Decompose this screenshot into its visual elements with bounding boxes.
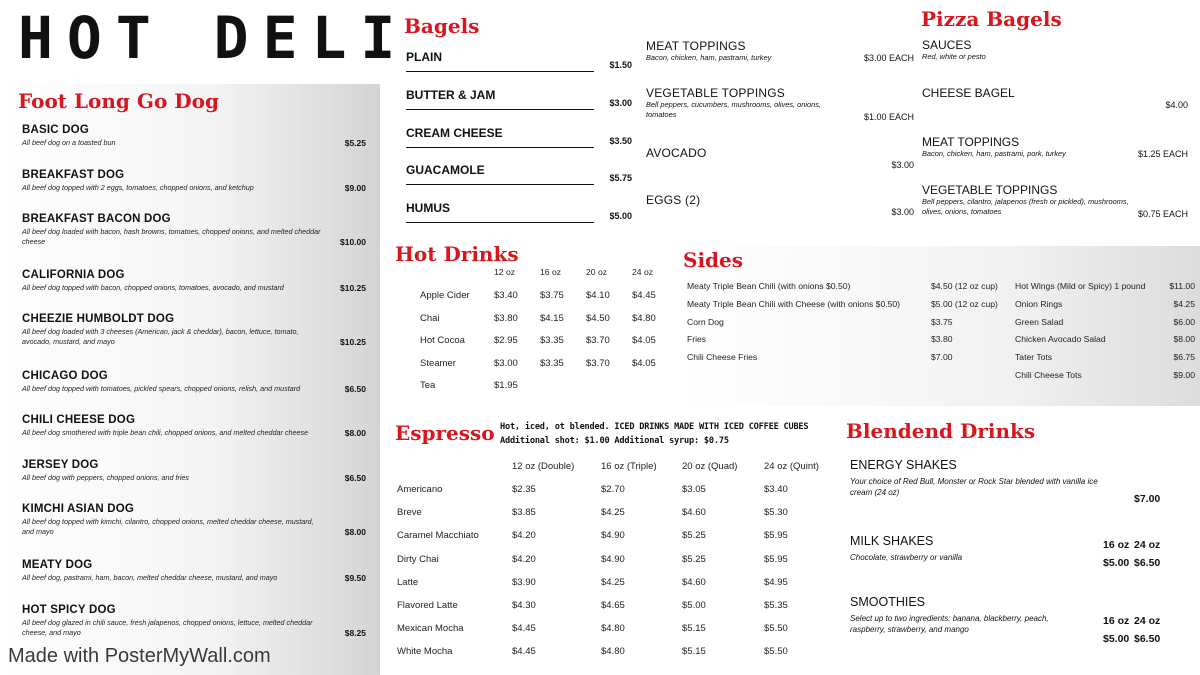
espresso-drink-price: $3.85	[512, 507, 536, 519]
espresso-drink-price: $5.25	[682, 530, 706, 542]
pizza-bagel-item	[922, 135, 1188, 159]
bagel-price: $1.50	[609, 60, 632, 70]
topping-name: MEAT TOPPINGS	[646, 39, 746, 53]
side-name: Green Salad	[1015, 316, 1064, 327]
milk-shakes-size-24: 24 oz	[1134, 539, 1161, 551]
side-name: Onion Rings	[1015, 298, 1063, 309]
hot-drink-price: $4.45	[632, 290, 656, 301]
topping-price: $1.00 EACH	[863, 112, 914, 122]
watermark[interactable]: Made with PosterMyWall.com	[8, 645, 271, 667]
bagel-price: $5.00	[609, 211, 632, 221]
bagel-underline	[406, 215, 594, 223]
pizza-bagel-name: VEGETABLE TOPPINGS	[922, 183, 1058, 197]
smoothies-name: SMOOTHIES	[850, 595, 926, 609]
hot-drink-name: Hot Cocoa	[420, 335, 465, 346]
smoothies-size-16: 16 oz	[1103, 615, 1130, 627]
espresso-drink-price: $4.20	[512, 553, 536, 565]
energy-shakes-name: ENERGY SHAKES	[850, 458, 957, 472]
hotdog-name: KIMCHI ASIAN DOG	[22, 503, 135, 515]
espresso-drink-price: $5.95	[764, 530, 788, 542]
hotdog-item	[22, 503, 368, 536]
hotdog-item	[22, 269, 368, 293]
hot-drink-price: $4.05	[632, 357, 656, 369]
pizza-bagel-name: SAUCES	[922, 38, 972, 52]
bagel-price: $3.00	[609, 98, 632, 108]
espresso-drink-price: $4.95	[764, 576, 788, 588]
topping-price: $3.00	[891, 160, 914, 170]
bagel-price: $3.50	[609, 136, 632, 146]
espresso-drink-price: $4.45	[512, 646, 536, 658]
espresso-drink-price: $5.30	[764, 507, 788, 519]
bagels-section-title: Bagels	[404, 14, 480, 38]
hot-drink-price: $3.40	[494, 290, 518, 301]
hot-drink-price: $3.00	[494, 357, 518, 369]
milk-shakes-item	[850, 534, 1162, 569]
topping-item	[646, 193, 914, 217]
hotdog-price: $10.25	[340, 283, 366, 293]
pizza-bagel-item	[922, 38, 1188, 62]
hot-drink-price: $3.35	[540, 335, 564, 346]
hotdog-item	[22, 313, 368, 346]
side-price: $7.00	[931, 352, 953, 363]
bagel-item	[406, 163, 632, 185]
pizza-bagel-price: $1.25 EACH	[1137, 149, 1188, 159]
milk-shakes-size-16: 16 oz	[1103, 539, 1130, 551]
hot-drink-price: $2.95	[494, 335, 518, 346]
hotdog-price: $6.50	[344, 384, 366, 394]
espresso-drink-name: Breve	[397, 507, 422, 519]
pizza-bagel-description: Red, white or pesto	[922, 52, 986, 61]
topping-price: $3.00 EACH	[863, 53, 914, 63]
bagel-name: HUMUS	[406, 201, 450, 215]
espresso-drink-name: White Mocha	[397, 646, 453, 658]
espresso-drink-name: Caramel Macchiato	[397, 530, 479, 542]
hotdog-description: All beef dog loaded with bacon, hash browns, tomatoes, chopped onions, and melted cheddar cheese	[22, 227, 321, 246]
espresso-drink-price: $5.15	[682, 646, 706, 658]
page-title: HOT DELI	[18, 4, 410, 72]
espresso-drink-price: $3.90	[512, 576, 536, 588]
bagel-underline	[406, 140, 594, 148]
smoothies-price-24: $6.50	[1134, 633, 1161, 645]
espresso-drink-price: $4.90	[601, 530, 625, 542]
hotdog-item	[22, 604, 368, 637]
hotdog-price: $9.00	[344, 183, 366, 193]
side-price: $6.00	[1173, 316, 1195, 327]
espresso-drink-price: $4.20	[512, 530, 536, 542]
topping-price: $3.00	[891, 207, 914, 217]
side-name: Meaty Triple Bean Chili with Cheese (with onions $0.50)	[687, 298, 901, 309]
pizza-bagel-item	[922, 86, 1188, 110]
hot-drink-price: $4.05	[632, 335, 656, 346]
hot-drink-price: $4.15	[540, 312, 564, 324]
hot-drink-price: $3.70	[586, 335, 610, 346]
hotdog-item	[22, 559, 368, 583]
hot-drink-price: $3.80	[494, 312, 518, 324]
hot-drink-name: Chai	[420, 312, 440, 324]
hotdog-section-title: Foot Long Go Dog	[18, 89, 219, 113]
pizza-bagel-name: MEAT TOPPINGS	[922, 135, 1020, 149]
hot-drinks-size-header: 24 oz	[632, 267, 654, 277]
hotdog-name: HOT SPICY DOG	[22, 604, 116, 616]
hot-drinks-size-header: 16 oz	[540, 267, 562, 277]
side-price: $3.75	[931, 316, 953, 327]
hotdog-name: BASIC DOG	[22, 124, 89, 136]
bagel-item	[406, 126, 632, 148]
bagel-name: CREAM CHEESE	[406, 126, 503, 140]
espresso-drink-price: $4.25	[601, 576, 625, 588]
side-name: Fries	[687, 334, 707, 345]
hotdog-item	[22, 124, 368, 148]
milk-shakes-price-24: $6.50	[1134, 557, 1161, 569]
espresso-drink-name: Latte	[397, 576, 419, 588]
topping-name: EGGS (2)	[646, 193, 701, 207]
pizza-bagel-name: CHEESE BAGEL	[922, 86, 1015, 100]
hotdog-item	[22, 459, 368, 483]
side-price: $4.25	[1173, 298, 1195, 309]
side-price: $11.00	[1169, 281, 1195, 291]
hotdog-item	[22, 169, 368, 193]
espresso-drink-price: $2.70	[601, 484, 625, 495]
espresso-drink-price: $4.90	[601, 553, 625, 565]
energy-shakes-price: $7.00	[1134, 493, 1161, 505]
side-price: $9.00	[1173, 370, 1195, 380]
milk-shakes-desc: Chocolate, strawberry or vanilla	[850, 553, 963, 562]
hotdog-description: All beef dog, pastrami, ham, bacon, melted cheddar cheese, mustard, and mayo	[22, 573, 278, 582]
side-name: Hot Wings (Mild or Spicy) 1 pound	[1015, 281, 1146, 291]
hotdog-price: $10.00	[340, 237, 366, 247]
hotdog-description: All beef dog smothered with triple bean chili, chopped onions, and melted cheddar cheese	[22, 428, 309, 437]
bagel-item	[406, 50, 632, 72]
espresso-drink-price: $5.00	[682, 600, 706, 611]
espresso-drink-name: Dirty Chai	[397, 553, 439, 565]
bagel-name: PLAIN	[406, 50, 442, 64]
hot-drink-price: $3.35	[540, 357, 564, 369]
pizza-bagel-price: $4.00	[1165, 100, 1188, 110]
espresso-drink-price: $3.05	[682, 484, 706, 495]
hotdog-description: All beef dog loaded with 3 cheeses (American, jack & cheddar), bacon, lettuce, tomato, avocado, mustard, and mayo	[22, 327, 299, 346]
pizza-bagel-description: Bacon, chicken, ham, pastrami, pork, turkey	[922, 149, 1066, 158]
topping-item	[646, 39, 914, 63]
hotdog-description: All beef dog topped with bacon, chopped onions, tomatoes, avocado, and mustard	[22, 283, 284, 292]
milk-shakes-name: MILK SHAKES	[850, 534, 934, 548]
pizza-bagel-item	[922, 183, 1188, 219]
hotdog-price: $8.00	[344, 428, 366, 438]
hot-drink-price: $4.10	[586, 290, 610, 301]
espresso-size-header: 16 oz (Triple)	[601, 461, 657, 472]
hot-drink-name: Tea	[420, 380, 436, 391]
hotdog-name: CHEEZIE HUMBOLDT DOG	[22, 313, 175, 325]
side-price: $8.00	[1173, 334, 1195, 345]
espresso-drink-price: $4.80	[601, 646, 625, 658]
smoothies-desc: Select up to two ingredients: banana, blackberry, peach, raspberry, strawberry, and mango	[850, 614, 1049, 634]
hotdog-price: $5.25	[344, 138, 366, 148]
topping-name: AVOCADO	[646, 146, 707, 160]
topping-item	[646, 146, 914, 170]
topping-description: Bell peppers, cucumbers, mushrooms, olives, onions, tomatoes	[646, 100, 821, 119]
espresso-drink-price: $5.35	[764, 600, 788, 611]
hotdog-name: MEATY DOG	[22, 559, 93, 571]
smoothies-item	[850, 595, 1162, 645]
hot-drink-price: $3.70	[586, 357, 610, 369]
side-name: Chili Cheese Fries	[687, 352, 758, 363]
hot-drink-name: Apple Cider	[420, 290, 470, 301]
blended-drinks-section-title: Blendend Drinks	[846, 419, 1036, 443]
hotdog-price: $9.50	[344, 573, 366, 583]
bagel-name: BUTTER & JAM	[406, 88, 496, 102]
espresso-drink-price: $4.80	[601, 623, 625, 635]
espresso-drink-price: $3.40	[764, 484, 788, 495]
bagel-underline	[406, 64, 594, 72]
espresso-drink-price: $5.50	[764, 623, 788, 635]
side-name: Chili Cheese Tots	[1015, 370, 1082, 380]
hotdog-price: $8.00	[344, 527, 366, 537]
hotdog-description: All beef dog with peppers, chopped onions, and fries	[22, 473, 190, 482]
side-name: Chicken Avocado Salad	[1015, 334, 1106, 345]
bagel-item	[406, 201, 632, 223]
side-price: $6.75	[1173, 352, 1195, 363]
smoothies-size-24: 24 oz	[1134, 615, 1161, 627]
topping-description: Bacon, chicken, ham, pastrami, turkey	[646, 53, 772, 62]
espresso-section-title: Espresso	[395, 421, 495, 445]
espresso-drink-price: $4.65	[601, 600, 625, 611]
hot-drinks-section-title: Hot Drinks	[395, 242, 519, 266]
hot-drink-price: $1.95	[494, 380, 518, 391]
side-name: Corn Dog	[687, 316, 724, 327]
topping-item	[646, 86, 914, 122]
espresso-size-header: 12 oz (Double)	[512, 461, 575, 472]
bagel-underline	[406, 102, 594, 110]
hotdog-item	[22, 414, 368, 438]
hot-drinks-size-header: 20 oz	[586, 267, 608, 277]
espresso-drink-price: $4.30	[512, 600, 536, 611]
hotdog-name: CALIFORNIA DOG	[22, 269, 125, 281]
hot-drink-price: $4.50	[586, 312, 610, 324]
espresso-drink-price: $4.45	[512, 623, 536, 635]
espresso-drink-price: $4.60	[682, 507, 706, 519]
side-name: Tater Tots	[1015, 352, 1053, 363]
hotdog-name: CHILI CHEESE DOG	[22, 414, 136, 426]
espresso-drink-price: $4.25	[601, 507, 625, 519]
sides-section-title: Sides	[683, 248, 744, 272]
smoothies-price-16: $5.00	[1103, 633, 1130, 645]
hotdog-description: All beef dog glazed in chili sauce, fresh jalapenos, chopped onions, lettuce, melted cheddar cheese, and mayo	[22, 618, 313, 637]
side-price: $3.80	[931, 334, 953, 345]
espresso-size-header: 20 oz (Quad)	[682, 461, 738, 472]
hotdog-description: All beef dog topped with 2 eggs, tomatoes, chopped onions, and ketchup	[22, 183, 254, 192]
hot-drink-price: $4.80	[632, 312, 656, 324]
espresso-drink-price: $4.60	[682, 576, 706, 588]
espresso-drink-price: $5.25	[682, 553, 706, 565]
bagel-name: GUACAMOLE	[406, 163, 485, 177]
hotdog-item	[22, 213, 368, 246]
hotdog-name: BREAKFAST DOG	[22, 169, 125, 181]
hotdog-name: CHICAGO DOG	[22, 370, 108, 382]
milk-shakes-price-16: $5.00	[1103, 557, 1130, 569]
espresso-drink-price: $5.50	[764, 646, 788, 658]
pizza-bagel-description: Bell peppers, cilantro, jalapenos (fresh or pickled), mushrooms, olives, onions, tomatoes	[922, 197, 1129, 216]
hotdog-name: JERSEY DOG	[22, 459, 99, 471]
side-price: $5.00 (12 oz cup)	[931, 298, 998, 309]
bagel-underline	[406, 177, 594, 185]
hotdog-description: All beef dog on a toasted bun	[22, 138, 116, 147]
pizza-bagel-price: $0.75 EACH	[1137, 209, 1188, 219]
hot-drink-name: Steamer	[420, 357, 456, 369]
espresso-drink-name: Americano	[397, 484, 443, 495]
bagel-price: $5.75	[609, 173, 632, 183]
espresso-drink-price: $2.35	[512, 484, 536, 495]
hotdog-price: $6.50	[344, 473, 366, 483]
hotdog-name: BREAKFAST BACON DOG	[22, 213, 171, 225]
hotdog-description: All beef dog topped with kimchi, cilantro, chopped onions, melted cheddar cheese, mustard, and mayo	[22, 517, 314, 536]
espresso-drink-price: $5.15	[682, 623, 706, 635]
espresso-extras-note: Additional shot: $1.00 Additional syrup: $0.75	[500, 436, 729, 446]
hotdog-price: $8.25	[344, 628, 366, 638]
espresso-drink-price: $5.95	[764, 553, 788, 565]
hotdog-price: $10.25	[340, 337, 366, 347]
energy-shakes-desc: Your choice of Red Bull, Monster or Rock Star blended with vanilla ice cream (24 oz)	[850, 477, 1098, 497]
bagel-item	[406, 88, 632, 110]
topping-name: VEGETABLE TOPPINGS	[646, 86, 785, 100]
energy-shakes-item	[850, 458, 1162, 505]
hot-drinks-size-header: 12 oz	[494, 267, 516, 277]
espresso-size-header: 24 oz (Quint)	[764, 461, 819, 472]
espresso-drink-name: Flavored Latte	[397, 600, 458, 611]
espresso-note: Hot, iced, ot blended. ICED DRINKS MADE WITH ICED COFFEE CUBES	[500, 422, 809, 432]
hotdog-item	[22, 370, 368, 394]
hotdog-description: All beef dog topped with tomatoes, pickled spears, chopped onions, relish, and mustard	[22, 384, 301, 393]
espresso-drink-name: Mexican Mocha	[397, 623, 464, 635]
side-price: $4.50 (12 oz cup)	[931, 281, 998, 291]
side-name: Meaty Triple Bean Chili (with onions $0.50)	[687, 281, 851, 291]
pizza-bagels-section-title: Pizza Bagels	[921, 7, 1062, 31]
hot-drink-price: $3.75	[540, 290, 564, 301]
